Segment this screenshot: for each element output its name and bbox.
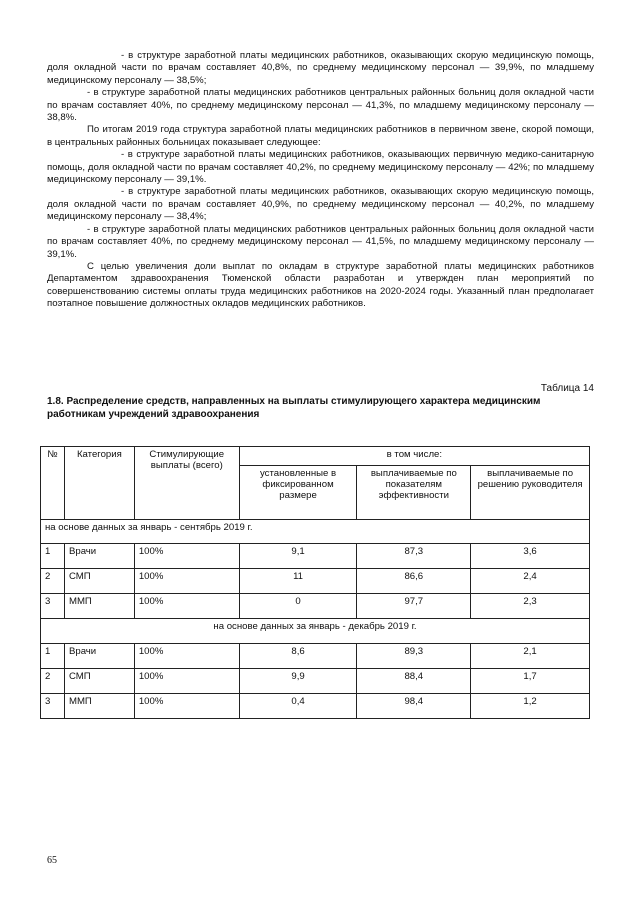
table-row bbox=[41, 569, 590, 594]
header-efficiency: выплачиваемые по показателям эффективности bbox=[357, 466, 471, 520]
cell-num: 3 bbox=[41, 694, 65, 719]
cell-num: 1 bbox=[41, 644, 65, 669]
cell-num: 2 bbox=[41, 669, 65, 694]
paragraph: - в структуре заработной платы медицинских работников, оказывающих первичную медико-санитарную помощь, доля окладной части по врачам составляет 40,2%, по среднему медицинскому персоналу — 42%; по младшему медицинскому персоналу — 39,1%. bbox=[47, 149, 594, 186]
cell-total: 100% bbox=[134, 569, 239, 594]
cell-fixed: 8,6 bbox=[239, 644, 357, 669]
table-row bbox=[41, 594, 590, 619]
header-including: в том числе: bbox=[239, 447, 589, 466]
header-total: Стимулирующие выплаты (всего) bbox=[134, 447, 239, 520]
header-num: № bbox=[41, 447, 65, 520]
table-caption: Таблица 14 bbox=[540, 383, 594, 394]
cell-fixed: 9,1 bbox=[239, 544, 357, 569]
paragraph: По итогам 2019 года структура заработной платы медицинских работников в первичном звене, скорой помощи, в центральных районных больницах показывает следующее: bbox=[47, 124, 594, 148]
cell-fixed: 9,9 bbox=[239, 669, 357, 694]
paragraph: С целью увеличения доли выплат по окладам в структуре заработной платы медицинских работников Департаментом здравоохранения Тюменской области разработан и утвержден план мероприятий по совершенствованию системы оплаты труда медицинских работников на 2020-2024 годы. Указанный план предполагает поэтапное повышение должностных окладов медицинских работников. bbox=[47, 260, 594, 310]
group-title: на основе данных за январь - декабрь 2019 г. bbox=[41, 619, 590, 644]
header-fixed: установленные в фиксированном размере bbox=[239, 466, 357, 520]
cell-total: 100% bbox=[134, 644, 239, 669]
cell-num: 3 bbox=[41, 594, 65, 619]
paragraph: - в структуре заработной платы медицинских работников центральных районных больниц доля окладной части по врачам составляет 40%, по среднему медицинскому персонал — 41,5%, по младшему медицинскому персоналу — 39,1%. bbox=[47, 223, 594, 260]
cell-category: Врачи bbox=[64, 644, 134, 669]
section-title: 1.8. Распределение средств, направленных на выплаты стимулирующего характера медицинским работникам учреждений здравоохранения bbox=[47, 396, 541, 420]
cell-decision: 2,1 bbox=[471, 644, 590, 669]
cell-category: ММП bbox=[64, 694, 134, 719]
group-title: на основе данных за январь - сентябрь 2019 г. bbox=[41, 520, 590, 544]
cell-category: Врачи bbox=[64, 544, 134, 569]
cell-decision: 1,7 bbox=[471, 669, 590, 694]
header-category: Категория bbox=[64, 447, 134, 520]
cell-efficiency: 87,3 bbox=[357, 544, 471, 569]
cell-efficiency: 89,3 bbox=[357, 644, 471, 669]
paragraph: - в структуре заработной платы медицинских работников, оказывающих скорую медицинскую помощь, доля окладной части по врачам составляет 40,8%, по среднему медицинскому персонал — 39,9%, по младшему медицинскому персоналу — 38,5%; bbox=[47, 50, 594, 86]
cell-decision: 2,3 bbox=[471, 594, 590, 619]
table-row bbox=[41, 644, 590, 669]
cell-efficiency: 98,4 bbox=[357, 694, 471, 719]
cell-fixed: 0 bbox=[239, 594, 357, 619]
cell-category: СМП bbox=[64, 669, 134, 694]
cell-total: 100% bbox=[134, 544, 239, 569]
paragraph: - в структуре заработной платы медицинских работников, оказывающих скорую медицинскую помощь, доля окладной части по врачам составляет 40,9%, по среднему медицинскому персонал — 40,2%, по младшему медицинскому персоналу — 38,4%; bbox=[47, 186, 594, 223]
table-row bbox=[41, 669, 590, 694]
cell-fixed: 0,4 bbox=[239, 694, 357, 719]
page-number: 65 bbox=[47, 855, 57, 866]
cell-total: 100% bbox=[134, 669, 239, 694]
cell-num: 2 bbox=[41, 569, 65, 594]
cell-efficiency: 88,4 bbox=[357, 669, 471, 694]
cell-total: 100% bbox=[134, 594, 239, 619]
stimulus-payments-table bbox=[40, 446, 590, 719]
cell-efficiency: 86,6 bbox=[357, 569, 471, 594]
cell-category: ММП bbox=[64, 594, 134, 619]
cell-fixed: 11 bbox=[239, 569, 357, 594]
cell-efficiency: 97,7 bbox=[357, 594, 471, 619]
cell-decision: 1,2 bbox=[471, 694, 590, 719]
cell-total: 100% bbox=[134, 694, 239, 719]
table-row bbox=[41, 544, 590, 569]
body-text bbox=[47, 50, 594, 311]
table-row bbox=[41, 694, 590, 719]
cell-decision: 3,6 bbox=[471, 544, 590, 569]
cell-num: 1 bbox=[41, 544, 65, 569]
cell-category: СМП bbox=[64, 569, 134, 594]
header-decision: выплачиваемые по решению руководителя bbox=[471, 466, 590, 520]
cell-decision: 2,4 bbox=[471, 569, 590, 594]
paragraph: - в структуре заработной платы медицинских работников центральных районных больниц доля окладной части по врачам составляет 40%, по среднему медицинскому персонал — 41,3%, по младшему медицинскому персоналу — 38,8%. bbox=[47, 87, 594, 124]
